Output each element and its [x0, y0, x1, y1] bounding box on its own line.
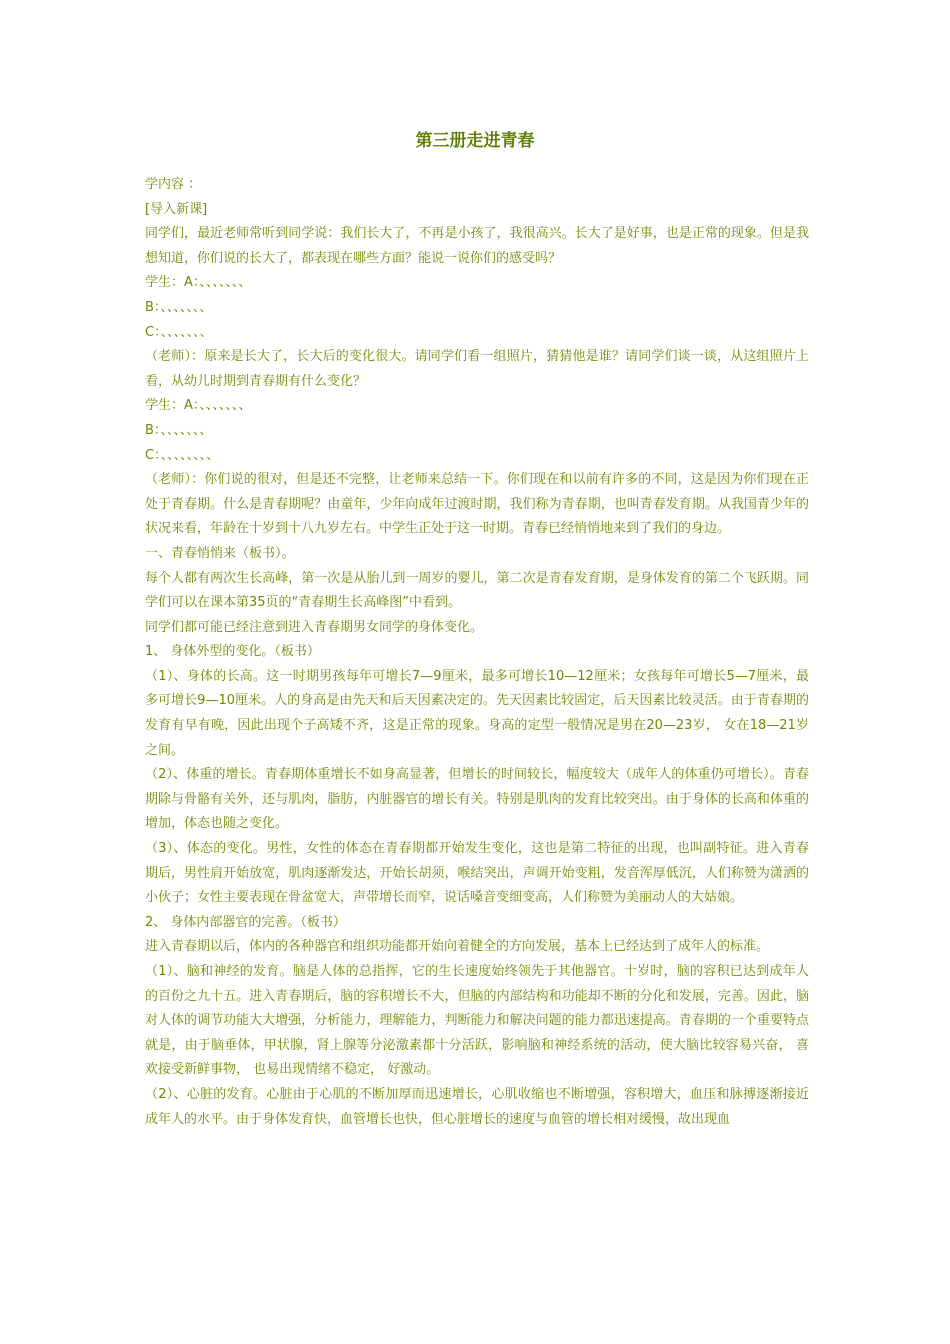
paragraph: 学生：A：、、、、、、、	[145, 398, 252, 414]
paragraph-new-lesson-label: [导入新课]	[145, 201, 208, 217]
paragraph: C：、、、、、、、	[145, 324, 213, 340]
subsection-heading: 2、 身体内部器官的完善。（板书）	[145, 914, 346, 930]
paragraph: B：、、、、、、、	[145, 422, 213, 438]
paragraph: （2）、体重的增长。青春期体重增长不如身高显著，但增长的时间较长，幅度较大（成年人的体重仍可增长）。青春期除与骨骼有关外，还与肌肉，脂肪，内脏器官的增长有关。特别是肌肉的发育比较突出。由于身体的长高和体重的增加，体态也随之变化。	[145, 767, 809, 832]
paragraph: （1）、脑和神经的发育。脑是人体的总指挥，它的生长速度始终领先于其他器官。十岁时，脑的容积已达到成年人的百份之九十五。进入青春期后，脑的容积增长不大，但脑的内部结构和功能却不断的分化和发展，完善。因此，脑对人体的调节功能大大增强，分析能力，理解能力，判断能力和解决问题的能力都迅速提高。青春期的一个重要特点就是，由于脑垂体，甲状腺，肾上腺等分泌激素都十分活跃，影响脑和神经系统的活动，使大脑比较容易兴奋， 喜欢接受新鲜事物， 也易出现情绪不稳定， 好激动。	[145, 964, 809, 1078]
paragraph: （老师）：原来是长大了，长大后的变化很大。请同学们看一组照片，猜猜他是谁？请同学们谈一谈，从这组照片上看，从幼儿时期到青春期有什么变化？	[145, 349, 809, 389]
paragraph: 同学们都可能已经注意到进入青春期男女同学的身体变化。	[145, 619, 484, 635]
document-body	[145, 173, 809, 1132]
paragraph: 进入青春期以后，体内的各种器官和组织功能都开始向着健全的方向发展，基本上已经达到了成年人的标准。	[145, 939, 770, 955]
paragraph: C：、、、、、、、、	[145, 447, 220, 463]
paragraph: （2）、心脏的发育。心脏由于心肌的不断加厚而迅速增长，心肌收缩也不断增强，容积增大，血压和脉搏逐渐接近成年人的水平。由于身体发育快，血管增长也快，但心脏增长的速度与血管的增长相对缓慢，故出现血	[145, 1086, 809, 1127]
paragraph: （1）、身体的长高。这一时期男孩每年可增长7—9厘米，最多可增长10—12厘米；女孩每年可增长5—7厘米，最多可增长9—10厘米。人的身高是由先天和后天因素决定的。先天因素比较固定，后天因素比较灵活。由于青春期的发育有早有晚，因此出现个子高矮不齐，这是正常的现象。身高的定型一般情况是男在20—23岁， 女在18—21岁之间。	[145, 668, 809, 758]
subsection-heading: 1、 身体外型的变化。（板书）	[145, 644, 320, 660]
paragraph: （老师）：你们说的很对，但是还不完整，让老师来总结一下。你们现在和以前有许多的不同，这是因为你们现在正处于青春期。什么是青春期呢？由童年，少年向成年过渡时期，我们称为青春期，也叫青春发育期。从我国青少年的状况来看，年龄在十岁到十八九岁左右。中学生正处于这一时期。青春已经悄悄地来到了我们的身边。	[145, 472, 809, 537]
document-title: 第三册走进青春	[415, 131, 535, 151]
paragraph: 同学们，最近老师常听到同学说：我们长大了，不再是小孩了，我很高兴。长大了是好事，也是正常的现象。但是我想知道，你们说的长大了，都表现在哪些方面？能说一说你们的感受吗？	[145, 226, 809, 266]
paragraph: 每个人都有两次生长高峰，第一次是从胎儿到一周岁的婴儿，第二次是青春发育期，是身体发育的第二个飞跃期。同学们可以在课本第35页的“青春期生长高峰图”中看到。	[145, 570, 809, 611]
section-heading: 一、青春悄悄来（板书）。	[145, 545, 295, 561]
paragraph: （3）、体态的变化。男性，女性的体态在青春期都开始发生变化，这也是第二特征的出现，也叫副特征。进入青春期后，男性肩开始放宽，肌肉逐渐发达，开始长胡须，喉结突出，声调开始变粗，发音浑厚低沉，人们称赞为潇洒的小伙子；女性主要表现在骨盆宽大，声带增长而窄，说话嗓音变细变高，人们称赞为美丽动人的大姑娘。	[145, 841, 809, 906]
paragraph: 学生：A：、、、、、、、	[145, 275, 252, 291]
paragraph: B：、、、、、、、	[145, 299, 213, 315]
paragraph-intro-label: 学内容 ：	[145, 177, 202, 192]
